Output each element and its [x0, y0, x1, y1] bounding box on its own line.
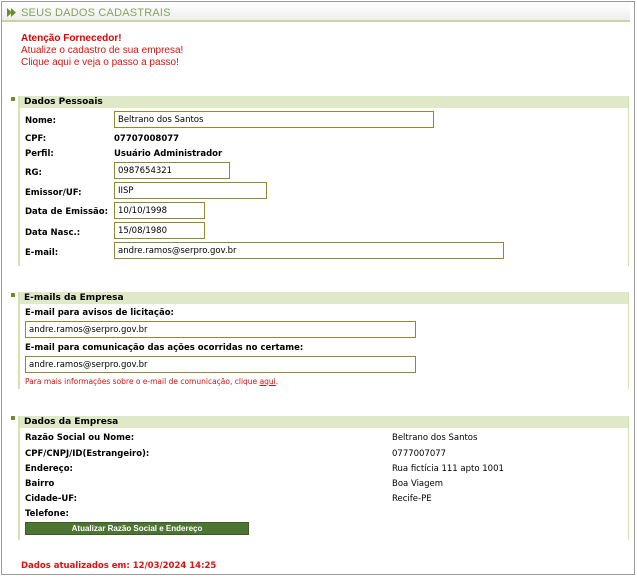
- email-info-text: Para mais informações sobre o e-mail de comunicação, clique aqui.: [25, 377, 279, 386]
- perfil-label: Perfil:: [25, 149, 54, 159]
- data-emissao-field[interactable]: [114, 202, 205, 219]
- section-bullet: [11, 293, 15, 297]
- double-chevron-right-icon: [7, 8, 17, 17]
- rg-field[interactable]: [114, 162, 230, 179]
- email-field[interactable]: [114, 242, 504, 259]
- section-bullet: [11, 416, 15, 420]
- avisos-email-field[interactable]: [25, 321, 416, 338]
- company-data-title: Dados da Empresa: [20, 416, 628, 428]
- emissor-field[interactable]: [114, 182, 267, 199]
- data-nasc-field[interactable]: [114, 222, 205, 239]
- razao-social-label: Razão Social ou Nome:: [25, 433, 135, 443]
- razao-social-value: Beltrano dos Santos: [392, 433, 478, 443]
- cpf-cnpj-value: 0777007077: [392, 449, 447, 459]
- cpf-cnpj-label: CPF/CNPJ/ID(Estrangeiro):: [25, 449, 150, 459]
- perfil-value: Usuário Administrador: [114, 149, 223, 159]
- nome-label: Nome:: [25, 116, 56, 126]
- personal-data-title: Dados Pessoais: [20, 96, 628, 108]
- page-header: [2, 2, 630, 22]
- cpf-label: CPF:: [25, 134, 47, 144]
- comunicacao-email-label: E-mail para comunicação das ações ocorridas no certame:: [25, 343, 304, 353]
- data-emissao-label: Data de Emissão:: [25, 207, 109, 217]
- avisos-email-label: E-mail para avisos de licitação:: [25, 308, 174, 318]
- notice-step-by-step-link[interactable]: Clique aqui e veja o passo a passo!: [21, 57, 179, 68]
- company-data-panel: [18, 416, 629, 540]
- endereco-label: Endereço:: [25, 464, 73, 474]
- cpf-value: 07707008077: [114, 134, 180, 144]
- company-emails-title: E-mails da Empresa: [20, 292, 628, 304]
- email-info-link[interactable]: aqui: [259, 377, 276, 386]
- endereco-value: Rua fictícia 111 apto 1001: [392, 464, 504, 474]
- notice-line-1: Atualize o cadastro de sua empresa!: [21, 45, 184, 56]
- data-nasc-label: Data Nasc.:: [25, 228, 81, 238]
- personal-data-panel: [18, 96, 629, 266]
- telefone-label: Telefone:: [25, 509, 69, 519]
- comunicacao-email-field[interactable]: [25, 356, 416, 373]
- cidade-uf-label: Cidade-UF:: [25, 494, 77, 504]
- bairro-value: Boa Viagem: [392, 479, 444, 489]
- company-emails-panel: [18, 292, 629, 389]
- rg-label: RG:: [25, 168, 42, 178]
- last-updated-text: Dados atualizados em: 12/03/2024 14:25: [21, 561, 217, 571]
- section-bullet: [11, 97, 15, 101]
- nome-field[interactable]: [114, 111, 434, 128]
- emissor-label: Emissor/UF:: [25, 188, 82, 198]
- update-company-button[interactable]: Atualizar Razão Social e Endereço: [25, 522, 249, 535]
- bairro-label: Bairro: [25, 479, 55, 489]
- cidade-uf-value: Recife-PE: [392, 494, 432, 504]
- notice-heading: Atenção Fornecedor!: [21, 33, 122, 44]
- page-title: SEUS DADOS CADASTRAIS: [21, 7, 171, 19]
- email-label: E-mail:: [25, 248, 59, 258]
